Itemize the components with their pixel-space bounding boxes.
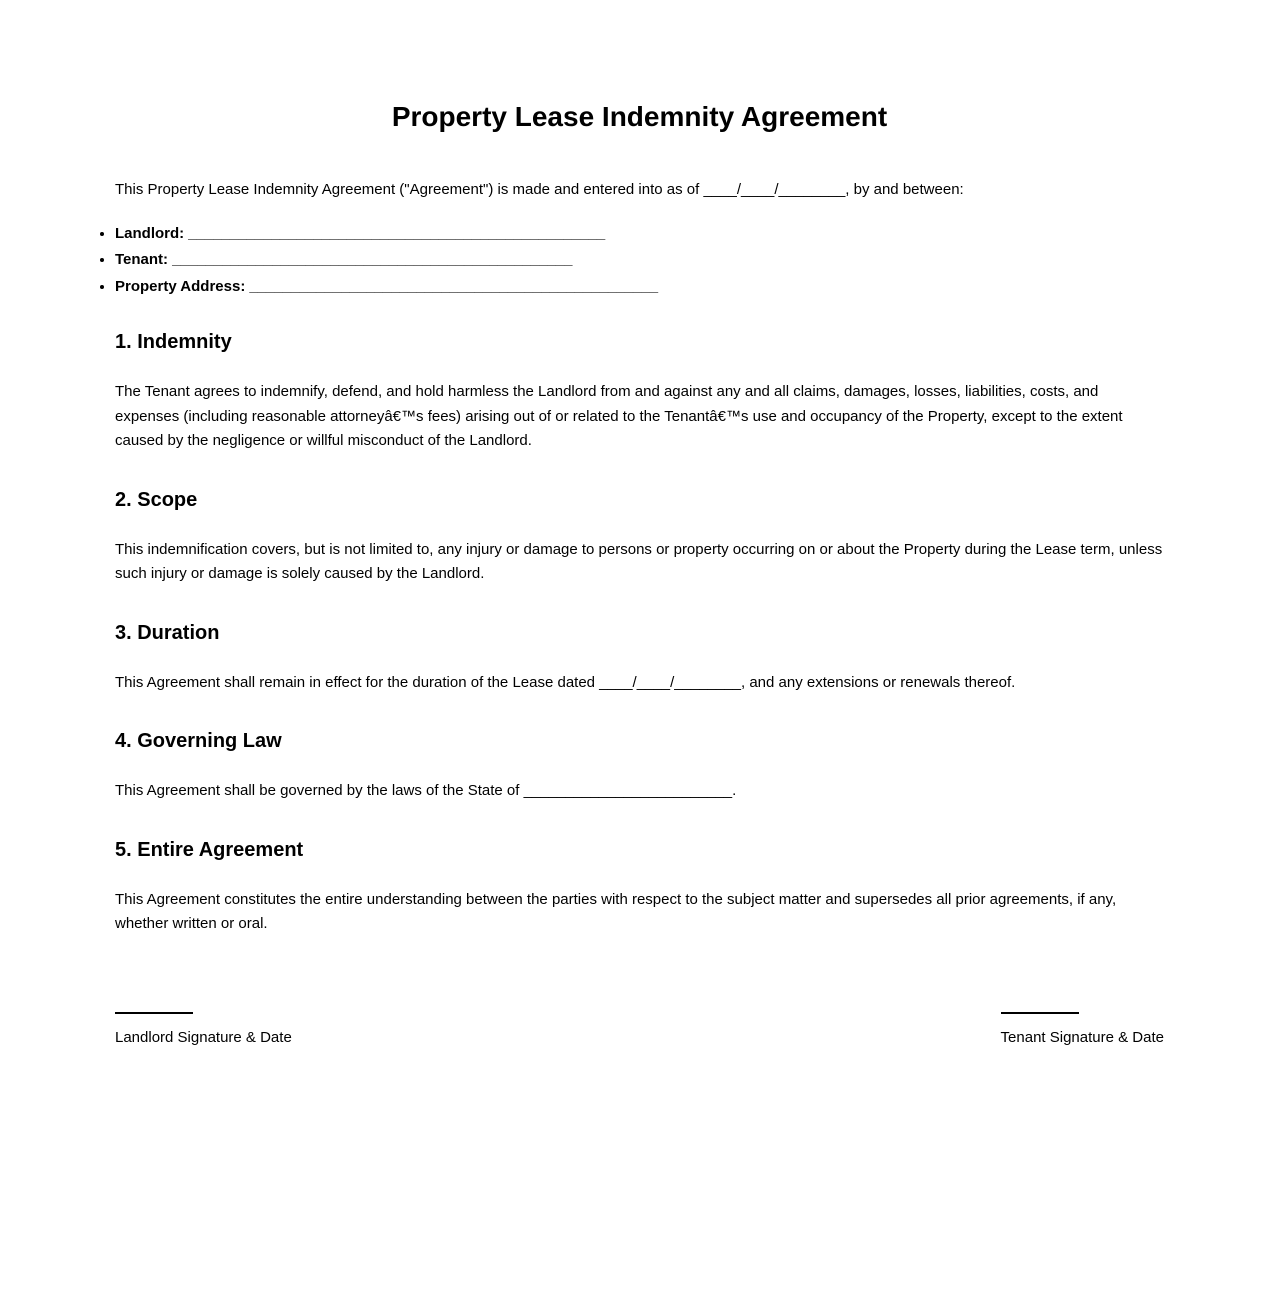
list-item-property-address xyxy=(115,274,1164,301)
landlord-signature-block xyxy=(115,997,292,1051)
section-paragraph-entire-agreement: This Agreement constitutes the entire understanding between the parties with respect to the subject matter and supersedes all prior agreements, if any, whether written or oral. xyxy=(115,890,1117,932)
intro-text-after: , by and between: xyxy=(845,181,964,198)
section-indemnity xyxy=(115,330,1164,454)
section-heading-governing-law: 4. Governing Law xyxy=(115,730,282,752)
section-heading-entire-agreement: 5. Entire Agreement xyxy=(115,838,304,861)
document-page xyxy=(115,0,1164,1050)
section-scope xyxy=(115,488,1164,587)
parties-list xyxy=(115,221,1164,301)
section-duration xyxy=(115,621,1164,696)
landlord-blank: __________________________________________________ xyxy=(188,224,606,242)
property-address-label: Property Address: xyxy=(115,277,246,295)
section-heading-scope: 2. Scope xyxy=(115,488,198,511)
list-item-landlord xyxy=(115,221,1164,248)
signature-row xyxy=(115,997,1164,1051)
tenant-blank: ________________________________________________ xyxy=(172,251,573,268)
tenant-signature-block xyxy=(1001,997,1164,1051)
list-item-tenant xyxy=(115,247,1164,274)
section-entire-agreement xyxy=(115,838,1164,937)
intro-text-before: This Property Lease Indemnity Agreement ("Agreement") is made and entered into as of xyxy=(115,181,704,198)
section-paragraph-indemnity: The Tenant agrees to indemnify, defend, and hold harmless the Landlord from and against any and all claims, damages, losses, liabilities, costs, and expenses (including reasonable attorneyâ€™s fees) arising out of or related to the Tenantâ€™s use and occupancy of the Property, except to the extent caused by the negligence or willful misconduct of the Landlord. xyxy=(115,383,1123,449)
intro-paragraph xyxy=(115,178,1164,203)
landlord-signature-line xyxy=(115,997,193,1014)
tenant-signature-label: Tenant Signature & Date xyxy=(1000,1028,1164,1046)
section-heading-indemnity: 1. Indemnity xyxy=(115,331,232,353)
tenant-signature-line xyxy=(1001,997,1079,1014)
property-address-blank: _________________________________________________ xyxy=(249,277,659,295)
section-paragraph-duration: This Agreement shall remain in effect for the duration of the Lease dated ____/____/________, and any extensions or renewals thereof. xyxy=(115,673,1016,691)
landlord-signature-label: Landlord Signature & Date xyxy=(115,1028,292,1046)
section-paragraph-governing-law: This Agreement shall be governed by the laws of the State of _________________________. xyxy=(115,782,737,799)
date-blank: ____/____/________ xyxy=(703,181,846,198)
section-governing-law xyxy=(115,729,1164,804)
page-title: Property Lease Indemnity Agreement xyxy=(391,101,888,132)
section-heading-duration: 3. Duration xyxy=(115,621,220,644)
tenant-label: Tenant: xyxy=(115,251,169,268)
landlord-label: Landlord: xyxy=(115,224,185,242)
section-paragraph-scope: This indemnification covers, but is not limited to, any injury or damage to persons or property occurring on or about the Property during the Lease term, unless such injury or damage is solely caused by the Landlord. xyxy=(115,540,1163,582)
